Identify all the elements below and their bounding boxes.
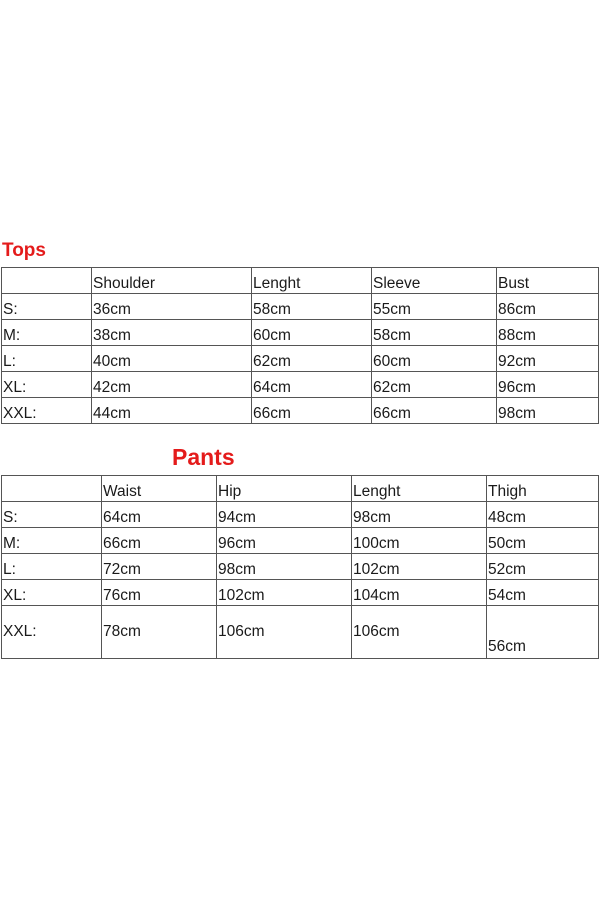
table-cell: 55cm — [372, 294, 497, 320]
table-cell: 66cm — [252, 398, 372, 424]
pants-size-table — [1, 475, 599, 659]
size-label: S: — [2, 294, 92, 320]
size-label: S: — [2, 502, 102, 528]
pants-title: Pants — [172, 444, 235, 470]
table-header-row — [2, 268, 599, 294]
table-cell: 106cm — [217, 606, 352, 659]
table-cell: 86cm — [497, 294, 599, 320]
size-label: XXL: — [2, 398, 92, 424]
table-cell: 52cm — [487, 554, 599, 580]
table-cell: 100cm — [352, 528, 487, 554]
table-cell: 66cm — [102, 528, 217, 554]
table-cell: 78cm — [102, 606, 217, 659]
size-label: L: — [2, 346, 92, 372]
header-cell-bust: Bust — [497, 268, 599, 294]
table-cell: 88cm — [497, 320, 599, 346]
size-label: XXL: — [2, 606, 102, 659]
table-cell: 102cm — [352, 554, 487, 580]
table-row — [2, 398, 599, 424]
header-cell-length: Lenght — [352, 476, 487, 502]
table-cell: 62cm — [372, 372, 497, 398]
header-cell — [2, 268, 92, 294]
table-cell: 94cm — [217, 502, 352, 528]
header-cell-thigh: Thigh — [487, 476, 599, 502]
table-cell: 104cm — [352, 580, 487, 606]
table-cell: 60cm — [372, 346, 497, 372]
table-cell: 36cm — [92, 294, 252, 320]
size-label: XL: — [2, 372, 92, 398]
table-row — [2, 606, 599, 659]
table-row — [2, 320, 599, 346]
table-row — [2, 346, 599, 372]
table-cell: 56cm — [487, 606, 599, 659]
header-cell — [2, 476, 102, 502]
table-row — [2, 580, 599, 606]
header-cell-length: Lenght — [252, 268, 372, 294]
table-cell: 40cm — [92, 346, 252, 372]
table-cell: 54cm — [487, 580, 599, 606]
table-cell: 60cm — [252, 320, 372, 346]
table-cell: 96cm — [217, 528, 352, 554]
table-cell: 48cm — [487, 502, 599, 528]
table-cell: 58cm — [252, 294, 372, 320]
table-row — [2, 294, 599, 320]
table-cell: 92cm — [497, 346, 599, 372]
table-cell: 96cm — [497, 372, 599, 398]
table-cell: 98cm — [497, 398, 599, 424]
table-header-row — [2, 476, 599, 502]
table-cell: 58cm — [372, 320, 497, 346]
size-label: M: — [2, 528, 102, 554]
size-label: L: — [2, 554, 102, 580]
table-cell: 42cm — [92, 372, 252, 398]
size-label: M: — [2, 320, 92, 346]
table-cell: 98cm — [352, 502, 487, 528]
size-label: XL: — [2, 580, 102, 606]
tops-size-table — [1, 267, 599, 424]
table-cell: 76cm — [102, 580, 217, 606]
table-row — [2, 502, 599, 528]
table-cell: 62cm — [252, 346, 372, 372]
header-cell-hip: Hip — [217, 476, 352, 502]
table-cell: 98cm — [217, 554, 352, 580]
table-cell: 106cm — [352, 606, 487, 659]
table-cell: 38cm — [92, 320, 252, 346]
table-cell: 66cm — [372, 398, 497, 424]
table-row — [2, 554, 599, 580]
header-cell-waist: Waist — [102, 476, 217, 502]
table-row — [2, 372, 599, 398]
table-cell: 64cm — [102, 502, 217, 528]
table-cell: 102cm — [217, 580, 352, 606]
table-cell: 72cm — [102, 554, 217, 580]
table-cell: 64cm — [252, 372, 372, 398]
header-cell-shoulder: Shoulder — [92, 268, 252, 294]
header-cell-sleeve: Sleeve — [372, 268, 497, 294]
table-cell: 44cm — [92, 398, 252, 424]
tops-title: Tops — [2, 240, 46, 261]
table-cell: 50cm — [487, 528, 599, 554]
table-row — [2, 528, 599, 554]
